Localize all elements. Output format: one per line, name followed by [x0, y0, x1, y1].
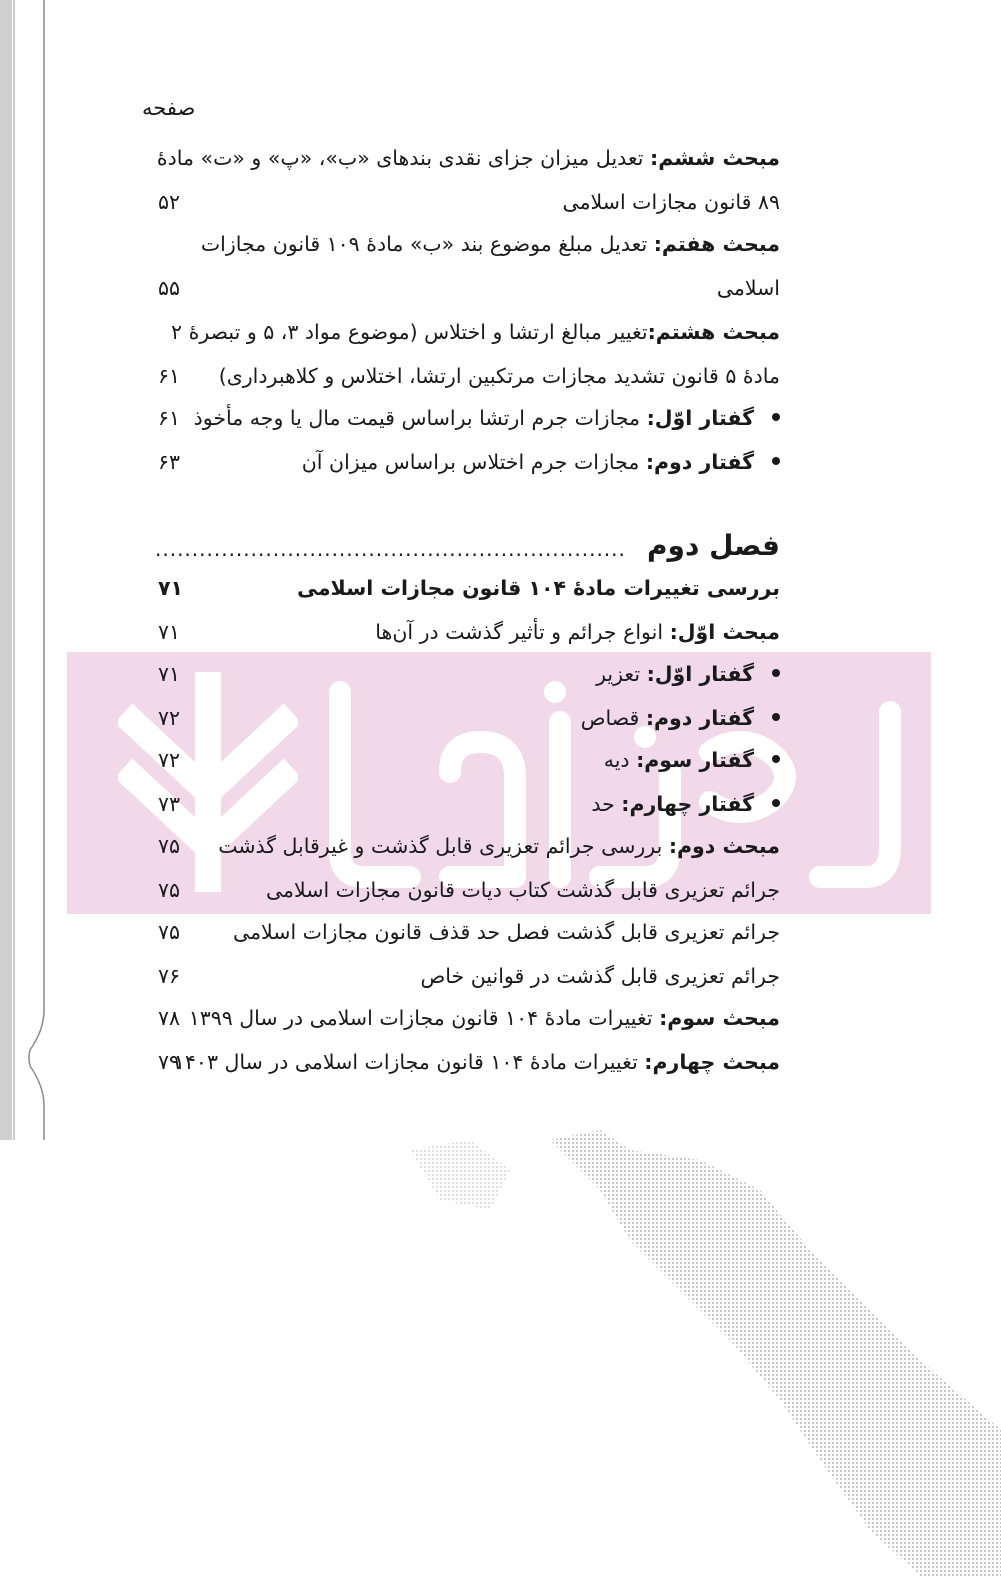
toc-row[interactable] [150, 354, 780, 398]
toc-entry-text: قصاص [580, 706, 646, 730]
toc-page-number: ۷۵ [158, 834, 181, 858]
toc-entry-text: تعزیر [596, 662, 647, 686]
bullet-icon [772, 457, 780, 465]
toc-entry-text: دیه [603, 748, 637, 772]
toc-entry-text: انواع جرائم و تأثیر گذشت در آن‌ها [375, 620, 670, 644]
toc-row[interactable] [150, 266, 780, 310]
toc-row[interactable] [150, 824, 780, 868]
toc-entry-text: بررسی جرائم تعزیری قابل گذشت و غیرقابل گذشت [218, 834, 669, 858]
toc-entry-text: تعدیل مبلغ موضوع بند «ب» مادۀ ۱۰۹ قانون مجازات [200, 232, 654, 256]
toc-row[interactable] [150, 1040, 780, 1084]
toc-page-number: ۷۵ [158, 878, 181, 902]
book-binding-edge [0, 0, 46, 1140]
bullet-icon [772, 413, 780, 421]
toc-row[interactable] [150, 180, 780, 224]
toc-entry-heading: گفتار دوم: [645, 450, 754, 474]
toc-row[interactable] [150, 440, 780, 484]
toc-entry-text: تغییرات مادۀ ۱۰۴ قانون مجازات اسلامی در سال ۱۴۰۳ [173, 1050, 645, 1074]
toc-page-number: ۷۹ [158, 1050, 181, 1074]
toc-page-number: ۷۵ [158, 920, 181, 944]
toc-entry-text: حد [591, 792, 622, 816]
toc-row[interactable] [150, 136, 780, 180]
toc-row[interactable] [150, 954, 780, 998]
toc-row[interactable] [150, 566, 780, 610]
toc-entry-heading: گفتار اوّل: [646, 406, 754, 430]
toc-entry-heading: مبحث اوّل: [669, 620, 780, 644]
toc-row[interactable] [150, 222, 780, 266]
toc-row[interactable] [150, 652, 780, 696]
toc-page-number: ۶۱ [158, 364, 181, 388]
toc-entry-text: ۸۹ قانون مجازات اسلامی [562, 190, 780, 214]
toc-row[interactable] [150, 996, 780, 1040]
toc-entry-heading: مبحث دوم: [668, 834, 780, 858]
toc-entry-heading: مبحث ششم: [650, 146, 780, 170]
toc-entry-heading: مبحث هفتم: [653, 232, 780, 256]
bullet-icon [772, 669, 780, 677]
toc-row[interactable] [150, 696, 780, 740]
toc-entry-text: مجازات جرم اختلاس براساس میزان آن [301, 450, 646, 474]
toc-entry-heading: گفتار دوم: [645, 706, 754, 730]
toc-page-number: ۷۸ [158, 1006, 181, 1030]
toc-entry-text: جرائم تعزیری قابل گذشت در قوانین خاص [420, 964, 780, 988]
toc-page-number: ۷۱ [158, 576, 184, 600]
toc-page-number: ۷۱ [158, 662, 181, 686]
toc-row[interactable] [150, 868, 780, 912]
toc-row[interactable] [150, 782, 780, 826]
toc-entry-heading: گفتار چهارم: [621, 792, 754, 816]
bullet-icon [772, 755, 780, 763]
chapter-title: فصل دوم [647, 529, 780, 562]
toc-row[interactable] [150, 396, 780, 440]
toc-entry-text: تغییرات مادۀ ۱۰۴ قانون مجازات اسلامی در سال ۱۳۹۹ [188, 1006, 660, 1030]
toc-page-number: ۵۵ [158, 276, 181, 300]
page-column-label: صفحه [142, 96, 196, 120]
toc-entry-heading: گفتار سوم: [636, 748, 754, 772]
toc-page-number: ۵۲ [158, 190, 181, 214]
toc-page-number: ۶۳ [158, 450, 181, 474]
toc-entry-text: مجازات جرم ارتشا براساس قیمت مال یا وجه مأخوذ [193, 406, 647, 430]
toc-entry-heading: مبحث چهارم: [644, 1050, 780, 1074]
toc-page-number: ۷۶ [158, 964, 181, 988]
toc-page-number: ۷۲ [158, 748, 181, 772]
toc-entry-text: مادۀ ۵ قانون تشدید مجازات مرتکبین ارتشا، اختلاس و کلاهبرداری) [218, 364, 780, 388]
toc-entry-heading: گفتار اوّل: [646, 662, 754, 686]
toc-entry-heading: مبحث هشتم: [647, 320, 780, 344]
toc-page-number: ۷۲ [158, 706, 181, 730]
toc-page-number: ۷۱ [158, 620, 181, 644]
toc-row[interactable] [150, 910, 780, 954]
chapter-leader-dots: ................................................................ [155, 537, 626, 561]
toc-page-number: ۷۳ [158, 792, 181, 816]
bullet-icon [772, 713, 780, 721]
bullet-icon [772, 799, 780, 807]
decorative-map-texture [400, 1130, 1001, 1576]
toc-row[interactable] [150, 310, 780, 354]
toc-entry-heading: مبحث سوم: [659, 1006, 780, 1030]
toc-entry-text: اسلامی [716, 276, 780, 300]
toc-page-number: ۶۱ [158, 406, 181, 430]
toc-entry-text: جرائم تعزیری قابل گذشت فصل حد قذف قانون مجازات اسلامی [232, 920, 780, 944]
toc-entry-text: تعدیل میزان جزای نقدی بندهای «ب»، «پ» و «ت» مادۀ [156, 146, 651, 170]
chapter-heading[interactable] [155, 522, 780, 570]
toc-entry-heading: بررسی تغییرات مادۀ ۱۰۴ قانون مجازات اسلامی [297, 576, 780, 600]
toc-entry-text: جرائم تعزیری قابل گذشت کتاب دیات قانون مجازات اسلامی [265, 878, 780, 902]
toc-entry-text: تغییر مبالغ ارتشا و اختلاس (موضوع مواد ۳، ۵ و تبصرۀ ۲ [171, 320, 648, 344]
toc-row[interactable] [150, 738, 780, 782]
toc-row[interactable] [150, 610, 780, 654]
